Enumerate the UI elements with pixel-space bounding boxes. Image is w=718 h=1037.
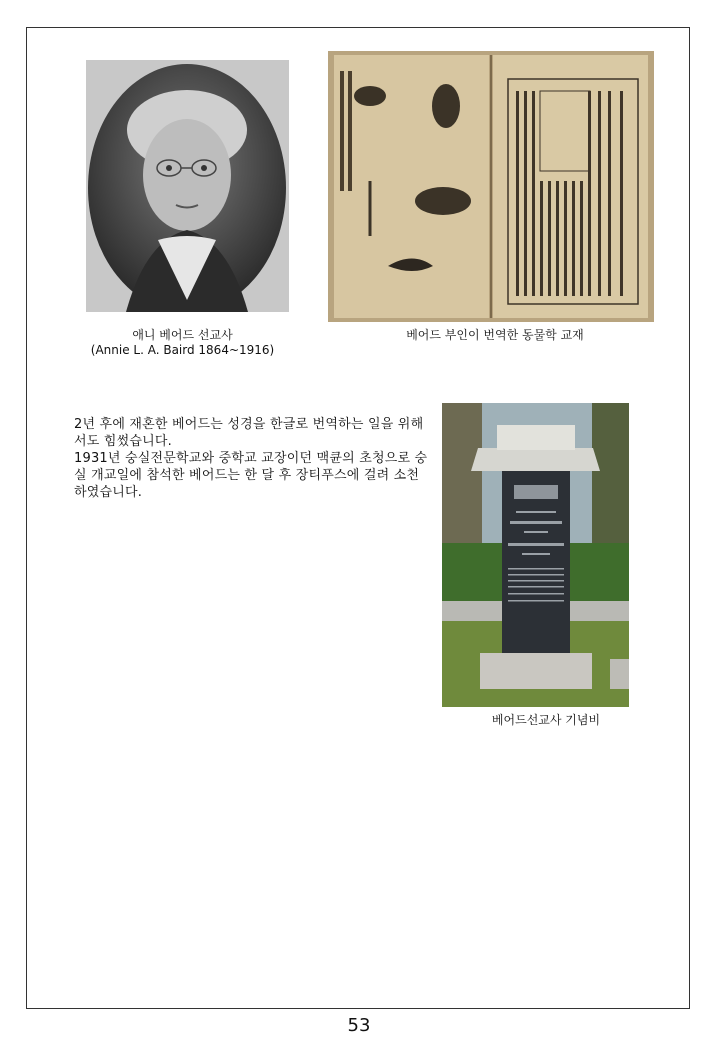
page-number: 53 xyxy=(347,1015,371,1036)
portrait-caption-years: (Annie L. A. Baird 1864~1916) xyxy=(90,343,275,357)
body-paragraph: 2년 후에 재혼한 베어드는 성경을 한글로 번역하는 일을 위해서도 힘썼습니다. xyxy=(74,417,424,449)
portrait-caption-name: 애니 베어드 선교사 xyxy=(132,328,233,342)
body-paragraph: 1931년 숭실전문학교와 중학교 교장이던 맥큔의 초청으로 숭실 개교일에 참석한 베어드는 한 달 후 장티푸스에 걸려 소천 하였습니다. xyxy=(74,451,428,500)
portrait-caption xyxy=(70,328,295,358)
textbook-caption: 베어드 부인이 번역한 동물학 교재 xyxy=(406,328,584,342)
textbook-photo xyxy=(328,51,654,322)
memorial-photo xyxy=(442,403,629,707)
portrait-photo xyxy=(86,60,289,312)
memorial-caption: 베어드선교사 기념비 xyxy=(491,713,601,727)
body-text xyxy=(74,416,430,501)
